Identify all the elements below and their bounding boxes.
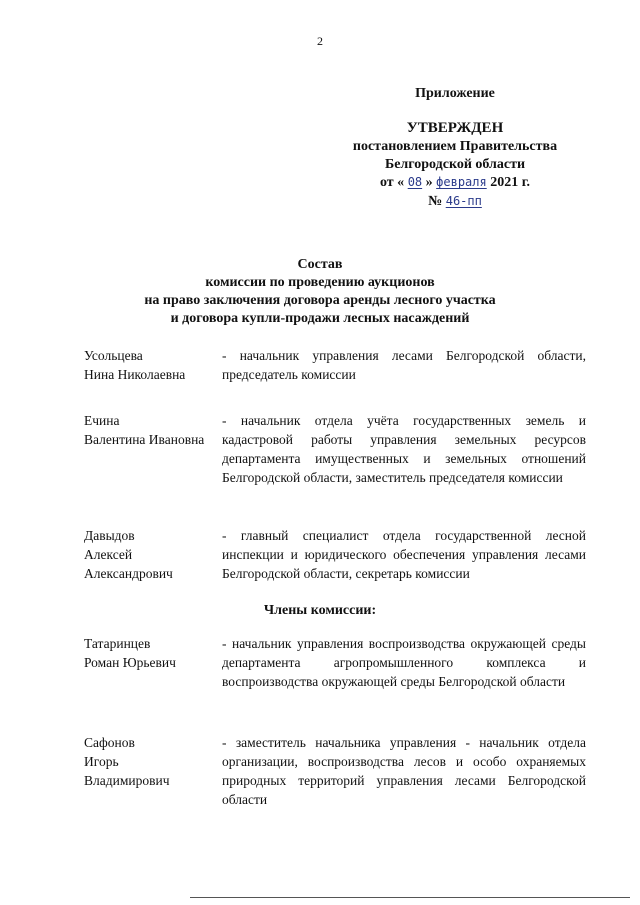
page-number: 2 — [317, 34, 323, 48]
member-role: - главный специалист отдела государственной лесной инспекции и юридического обеспечения управления лесами Белгородской области, секретарь комиссии — [222, 528, 586, 581]
document-title — [0, 256, 640, 328]
member-name — [84, 526, 224, 583]
member-first-names: Роман Юрьевич — [84, 655, 176, 670]
appendix-label: Приложение — [415, 86, 495, 101]
date-day: 08 — [407, 175, 423, 189]
member-first-names: Валентина Ивановна — [84, 432, 205, 447]
member-name — [84, 346, 224, 384]
title-line-2: комиссии по проведению аукционов — [205, 275, 435, 290]
number-prefix: № — [428, 194, 443, 209]
bottom-divider — [190, 897, 630, 898]
approved-label: УТВЕРЖДЕН — [406, 120, 504, 136]
title-line-3: на право заключения договора аренды лесного участка — [144, 293, 496, 308]
member-name — [84, 733, 224, 790]
member-surname: Ечина — [84, 413, 120, 428]
date-month: февраля — [436, 175, 487, 189]
number-value: 46-пп — [445, 194, 482, 208]
member-role: - заместитель начальника управления - начальник отдела организации, воспроизводства лесов и особо охраняемых природных территорий управления лесами Белгородской области — [222, 735, 586, 807]
member-role: - начальник управления воспроизводства окружающей среды департамента агропромышленного комплекса и воспроизводства окружающей среды Белгородской области — [222, 636, 586, 689]
decree-number — [325, 194, 585, 210]
member-first-names: Нина Николаевна — [84, 367, 186, 382]
member-role: - начальник управления лесами Белгородской области, председатель комиссии — [222, 348, 586, 382]
decree-line: постановлением Правительства — [352, 139, 558, 154]
member-patronymic: Владимирович — [84, 773, 170, 788]
member-surname: Татаринцев — [84, 636, 151, 651]
decree-date — [325, 175, 585, 191]
member-first-names: Игорь — [84, 754, 119, 769]
member-name — [84, 411, 224, 449]
title-line-1: Состав — [297, 257, 343, 272]
date-prefix: от « — [379, 175, 405, 190]
member-role: - начальник отдела учёта государственных земель и кадастровой работы управления земельных ресурсов департамента имущественных и земельных отношений Белгородской области, заместитель председателя комиссии — [222, 413, 586, 485]
date-year: 2021 г. — [490, 175, 530, 190]
member-first-names: Алексей — [84, 547, 133, 562]
member-patronymic: Александрович — [84, 566, 173, 581]
member-surname: Сафонов — [84, 735, 135, 750]
region-line: Белгородской области — [384, 157, 526, 172]
member-name — [84, 634, 224, 672]
title-line-4: и договора купли-продажи лесных насаждений — [170, 311, 470, 326]
date-mid: » — [425, 175, 433, 190]
member-surname: Усольцева — [84, 348, 143, 363]
member-surname: Давыдов — [84, 528, 135, 543]
members-heading: Члены комиссии: — [263, 603, 377, 618]
